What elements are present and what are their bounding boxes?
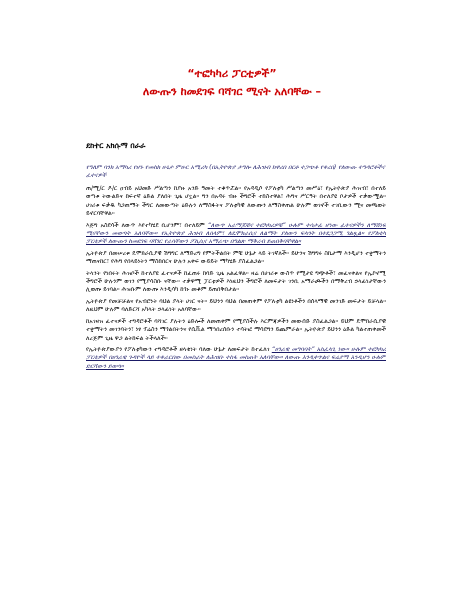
underlined-phrase: “ለውጥ አራማጆቹና ተፎካካሪዎቹ” ሁሉም ተሳታፊ ሆነው ፈተናዎችን ለማሸነፍ ሚናቸውን መወጣት አለባቸው። የኢትዮጵያ ሕዝብ ለሰላም፣ ለዴሞክራሲና ለልማት ያለውን ፍላጎት በተደጋጋሚ ገልጿል። የፖለቲካ ፓርቲዎች ለውጡን ከመደገፍ ባሻገር የራሳቸውን ፖሊሲና አማራጭ በግልጽ ማቅረብ ይጠበቅባቸዋል። xyxy=(86,221,386,246)
paragraph-text: እጅግ አስደሳች ለውጥ እየተካሄደ ቢሆንም፣ በተለይም xyxy=(86,221,205,229)
paragraph: ከአገዛዝ ፈተናዎች ተግዳሮቶች ባሻገር ያሉትን ዕድሎች ለመጠቀም የሚያስችሉ እርምጃዎችን መውሰድ ያስፈልጋል። ይህም ዴሞክራሲያዊ ተቋማትን መገንባትን፣ ነፃ ፕሬስን ማጎልበትንና የሲቪል ማኅበረሰቡን ተሳትፎ ማሳደግን ይጨምራል። ኢትዮጵያ ይህንን ዕድል ካልተጠቀመች ለረጅም ጊዜ ዋጋ ልትከፍል ትችላለች። xyxy=(86,317,386,342)
paragraph: ኢትዮጵያ የመቻቻልና የአብሮነት ባህል ያላት ሀገር ናት። ይህንን ባህል በመጠቀም የፖለቲካ ልዩነቶችን በሰላማዊ መንገድ መፍታት ይቻላል። ለዚህም ሁሉም ባለድርሻ አካላት ኃላፊነት አለባቸው። xyxy=(86,297,386,314)
article-title-line-1: “ተፎካካሪ ፓርቲዎች” xyxy=(187,67,277,80)
paragraph: ጠ/ሚ/ር ዶ/ር ዐብይ አህመድ ሥልጣን ከያዙ አንድ ዓመት ተቆጥሯል። የአዳዲሶ የፖለቲካ ሥልጣን መሥዕ፣ የኢትዮጵያ ሕዝብ፣ በተለይ ወጣቱ ትውልድና ከፍተኛ ዕድል ያለበት ጊዜ ሆኗል። ግን በአዳሩ ብዙ ችግሮች ተከስተዋል፣ ሕግና ሥርዓት በተለያዩ ቦታዎች ተቃውሟል። ሀገሪቱ ፍቃዱ ካጋጠማት ችግር ለመውጣት ዕድሉን ለማስፋትና ፖለቲካዊ ለውጡን ለማስቀጠል ሁሉም ወገኖች ተገቢውን ሚና መጫወት ይኖርባቸዋል። xyxy=(86,185,386,218)
paragraph xyxy=(86,346,386,371)
paragraph-text: የኢትዮጵያውያን የፖለቲካውን ተግዳሮቶች ዘላቂነት ባለው ሁኔታ ለመፍታት ከተፈለገ xyxy=(86,345,270,353)
paragraph: ኢትዮጵያ በመሠረቱ ዴሞክራሲያዊ ሽግግር ለማድረግ የምትችልበት ምቹ ሁኔታ ላይ ትገኛለች። ይሁንና ሽግግሩ ስኬታማ እንዲሆን ተቋማትን ማጠናከር፣ የሕግ የበላይነትን ማስከበርና ሁሉን አቀፍ ውይይት ማካሄድ ያስፈልጋል። xyxy=(86,249,386,266)
paragraph: ትላንት የነበሩት ሕዝቦች ከተለያዩ ፈተናዎች ከፈጠሩ ከባድ ጊዜ አልፈዋል። ዛሬ በሀገሪቱ ውስጥ የሚታዩ ግጭቶች፣ መፈናቀልና የኢኮኖሚ ችግሮች ሁሉንም ወገን የሚያሳስቡ ናቸው። ተቃዋሚ ፓርቲዎች እነዚህን ችግሮች ለመፍታት ገንቢ አማራጮችን በማቅረብ ኃላፊነታቸውን ሊወጡ ይገባል። ሕዝቡም ለውጡ እንዲሳካ ከጎኑ መቆም ይጠበቅበታል። xyxy=(86,269,386,294)
underlined-phrase: “ሀገራዊ መግባባት” አስፈላጊ ነው። ሁሉም ተፎካካሪ ፓርቲዎች በሀገራዊ ጉዳዮች ላይ ተቀራርበው በመስራት ለሕዝቡ ተስፋ መስጠት አለባቸው። ለውጡ እንዲቀጥልና ፍሬያማ እንዲሆን ሁሉም ድርሻውን ይወጣ። xyxy=(86,345,386,370)
article-title-line-2: ለውጡን ከመደገፍ ባሻገር ሚናት አለባቸው – xyxy=(142,85,322,98)
paragraph xyxy=(86,222,386,247)
article-body xyxy=(86,185,386,585)
author-name: ደከተር አክሱማ በራራ xyxy=(86,141,146,150)
intro-text: የዓለም ባንክ አማካሪ የሆኑ የመስክ ሁኔታ ምሁር አሚሪካ (በኢትዮጵያ ታግሎ ለሕዝብ ከዋሪበ በርቶ ተጋጭቶ የቀረበ) የለውጡ ተግዳሮቶችና ፈተናዎች xyxy=(86,164,385,179)
